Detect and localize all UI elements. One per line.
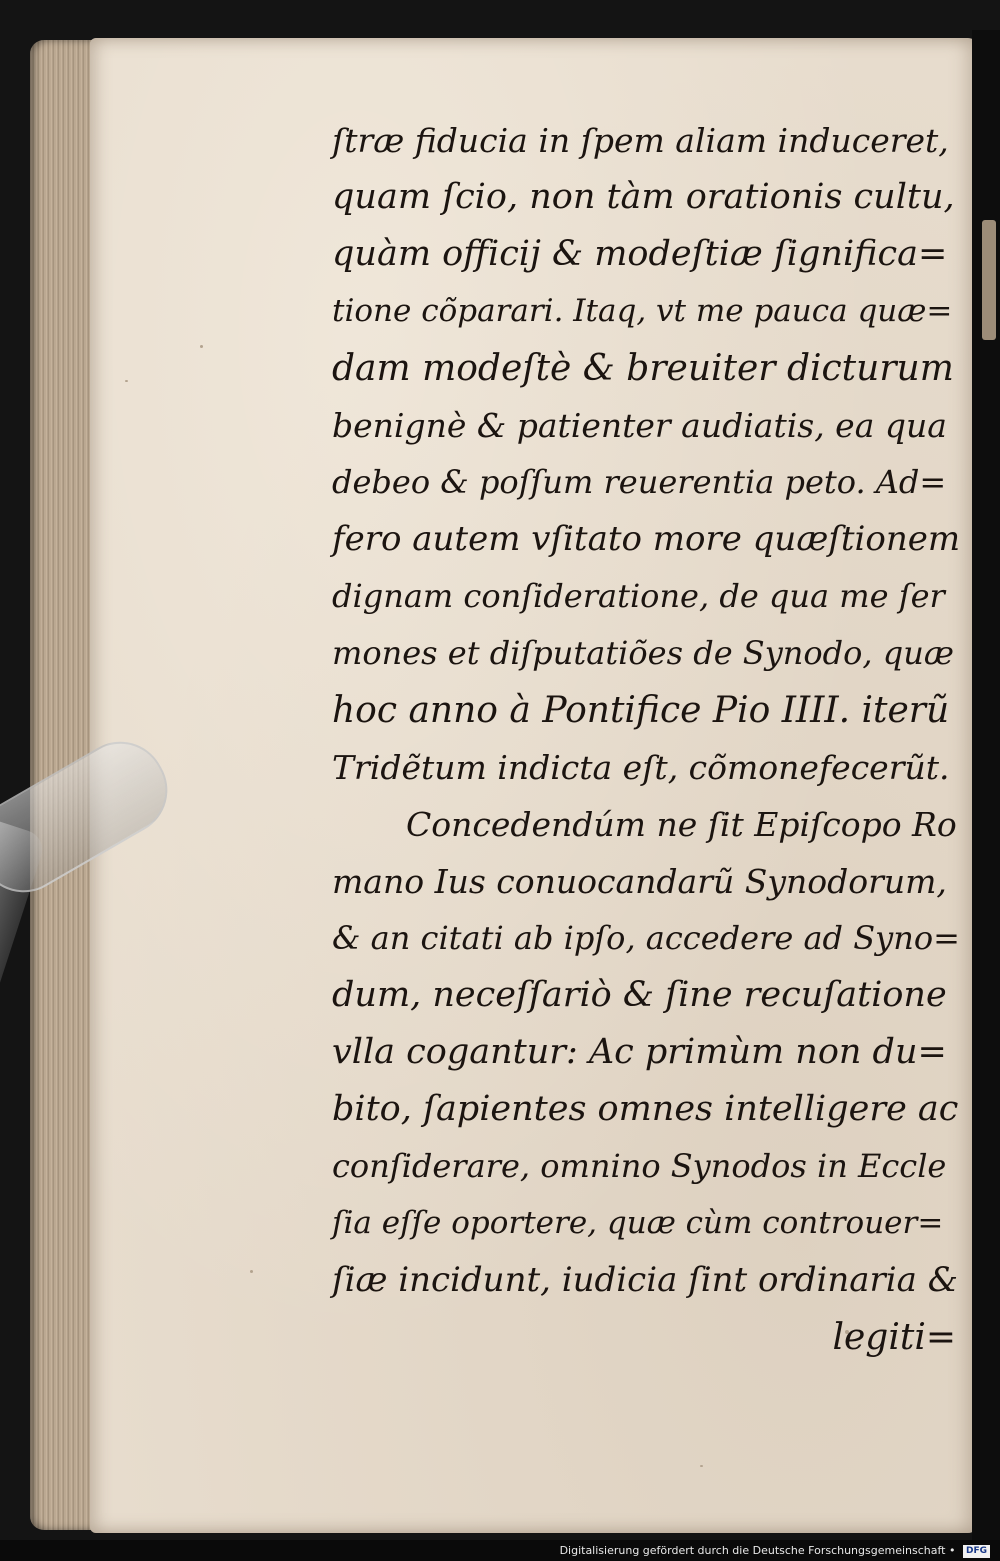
text-line: mones et diſputatiões de Synodo, quæ [332, 634, 954, 672]
text-line: Tridẽtum indicta eſt, cõmonefecerũt. [332, 748, 950, 787]
text-line: hoc anno à Pontifice Pio IIII. iterũ [332, 690, 950, 731]
dfg-logo: DFG [963, 1545, 990, 1558]
text-line: dignam conſideratione, de qua me ſer [332, 577, 945, 615]
text-line: dum, neceſſariò & ſine recuſatione [332, 975, 947, 1015]
catchword: legiti= [832, 1317, 956, 1358]
paper-speck [200, 345, 203, 348]
text-line: ſia eſſe oportere, quæ cùm controuer= [332, 1205, 944, 1241]
text-line: quam ſcio, non tàm orationis cultu, [332, 177, 955, 217]
text-line: mano Ius conuocandarũ Synodorum, [332, 862, 947, 901]
text-line: benignè & patienter audiatis, ea qua [332, 406, 947, 445]
paper-speck [700, 1465, 703, 1467]
text-line: vlla cogantur: Ac primùm non du= [332, 1032, 947, 1072]
text-line-paragraph-start: Concedendúm ne ſit Epiſcopo Ro [406, 805, 957, 844]
text-line: dam modeſtè & breuiter dicturum [332, 348, 954, 389]
text-line: conſiderare, omnino Synodos in Eccle [332, 1147, 947, 1185]
credit-text: Digitalisierung gefördert durch die Deutsche Forschungsgemeinschaft • [559, 1544, 956, 1557]
text-line: ſiæ incidunt, iudicia ſint ordinaria & [332, 1260, 958, 1300]
text-line: tione cõparari. Itaq, vt me pauca quæ= [332, 293, 953, 329]
text-line: bito, ſapientes omnes intelligere ac [332, 1089, 959, 1129]
page-tab-mark [982, 220, 996, 340]
paper-speck [125, 380, 128, 382]
page-text [332, 112, 960, 1366]
text-line: & an citati ab ipſo, accedere ad Syno= [332, 919, 960, 957]
text-line: debeo & poſſum reuerentia peto. Ad= [332, 463, 947, 501]
text-line: ſtræ fiducia in ſpem aliam induceret, [332, 121, 949, 160]
paper-speck [250, 1270, 253, 1273]
digitization-credit [560, 1542, 990, 1560]
text-line: quàm officij & modeſtiæ ſignifica= [332, 234, 948, 274]
text-line: fero autem vſitato more quæſtionem [332, 519, 961, 559]
